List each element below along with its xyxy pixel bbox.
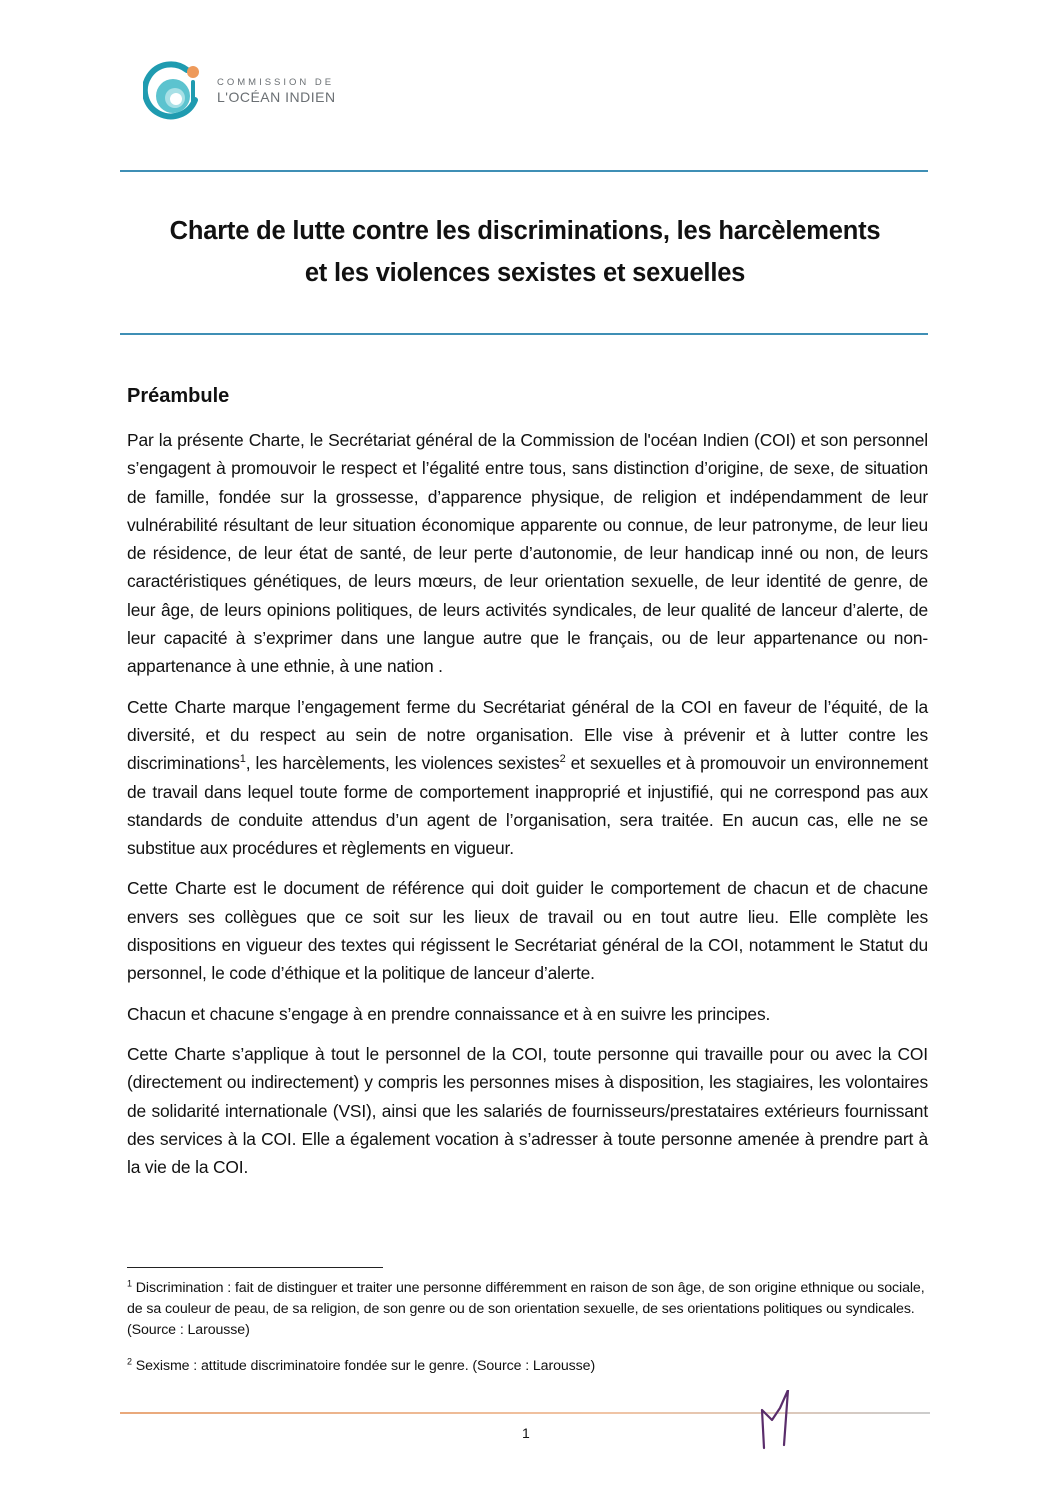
top-divider [120, 170, 928, 172]
paragraph-3: Cette Charte est le document de référence qui doit guider le comportement de chacun et de chacune envers ses collègues que ce soit sur les lieux de travail ou en tout autre lieu. Elle complète les dispositions en vigueur des textes qui régissent le Secrétariat général de la COI, notamment le Statut du personnel, le code d’éthique et la politique de lanceur d’alerte. [127, 878, 928, 984]
footnotes [127, 1278, 928, 1392]
logo-text-line1: COMMISSION DE [217, 77, 335, 88]
footnote-separator [127, 1267, 383, 1268]
footer-divider [120, 1412, 930, 1414]
paragraph-2-text-c: et sexuelles et à promouvoir un environnement de travail dans lequel toute forme de comportement inapproprié et injustifié, qui ne correspond pas aux standards de conduite attendus d’un agent de l’organisation, sera traitée. En aucun cas, elle ne se substitue aux procédures et règlements en vigueur. [127, 753, 929, 859]
footnote-1-text: Discrimination : fait de distinguer et traiter une personne différemment en raison de son âge, de son origine ethnique ou sociale, de sa couleur de peau, de sa religion, de son genre ou de son orientation sexuelle, de ses orientations politiques ou syndicales. (Source : Larousse) [127, 1280, 925, 1338]
footnote-1 [127, 1278, 928, 1341]
logo-text-line2: L'OCÉAN INDIEN [217, 89, 336, 105]
footnote-ref-1[interactable]: 1 [239, 753, 246, 766]
title-divider [120, 333, 928, 335]
paragraph-1: Par la présente Charte, le Secrétariat général de la Commission de l'océan Indien (COI) et son personnel s’engagent à promouvoir le respect et l’égalité entre tous, sans distinction d’origine, de sexe, de situation de famille, fondée sur la grossesse, d’apparence physique, de religion et indépendamment de leur vulnérabilité résultant de leur situation économique apparente ou connue, de leur patronyme, de leur lieu de résidence, de leur état de santé, de leur perte d’autonomie, de leur handicap inné ou non, de leurs caractéristiques génétiques, de leurs mœurs, de leur orientation sexuelle, de leur identité de genre, de leur âge, de leurs opinions politiques, de leurs activités syndicales, de leur qualité de lanceur d’alerte, de leur capacité à s’exprimer dans une langue autre que le français, ou de leur appartenance ou non-appartenance à une ethnie, à une nation . [127, 430, 928, 677]
footnote-2-text: Sexisme : attitude discriminatoire fondée sur le genre. (Source : Larousse) [131, 1358, 596, 1374]
coi-logo-icon [143, 60, 205, 122]
coi-logo [143, 58, 343, 124]
footnote-2 [127, 1356, 928, 1377]
paragraph-2-text-b: , les harcèlements, les violences sexistes [245, 753, 560, 774]
title-line-2: et les violences sexistes et sexuelles [304, 259, 746, 287]
footnote-2-mark: 2 [127, 1356, 132, 1367]
paragraph-2 [127, 693, 928, 863]
title-line-1: Charte de lutte contre les discriminations, les harcèlements [169, 217, 881, 245]
paragraph-4: Chacun et chacune s’engage à en prendre connaissance et à en suivre les principes. [127, 1003, 771, 1024]
paragraph-2-text-a: Cette Charte marque l’engagement ferme du Secrétariat général de la COI en faveur de l’équité, de la diversité, et du respect au sein de notre organisation. Elle vise à prévenir et à lutter contre les discriminations [127, 696, 928, 774]
page-number: 1 [522, 1425, 530, 1441]
footnote-1-mark: 1 [127, 1278, 132, 1289]
footnote-ref-2[interactable]: 2 [559, 753, 566, 766]
document-body [127, 426, 928, 1193]
section-heading-preambule: Préambule [127, 385, 230, 407]
handwritten-initials-icon [758, 1390, 798, 1450]
document-title [110, 210, 940, 294]
paragraph-5: Cette Charte s’applique à tout le personnel de la COI, toute personne qui travaille pour ou avec la COI (directement ou indirectement) y compris les personnes mises à disposition, les stagiaires, les volontaires de solidarité internationale (VSI), ainsi que les salariés de fournisseurs/prestataires extérieurs fournissant des services à la COI. Elle a également vocation à s’adresser à toute personne amenée à prendre part à la vie de la COI. [127, 1043, 928, 1178]
